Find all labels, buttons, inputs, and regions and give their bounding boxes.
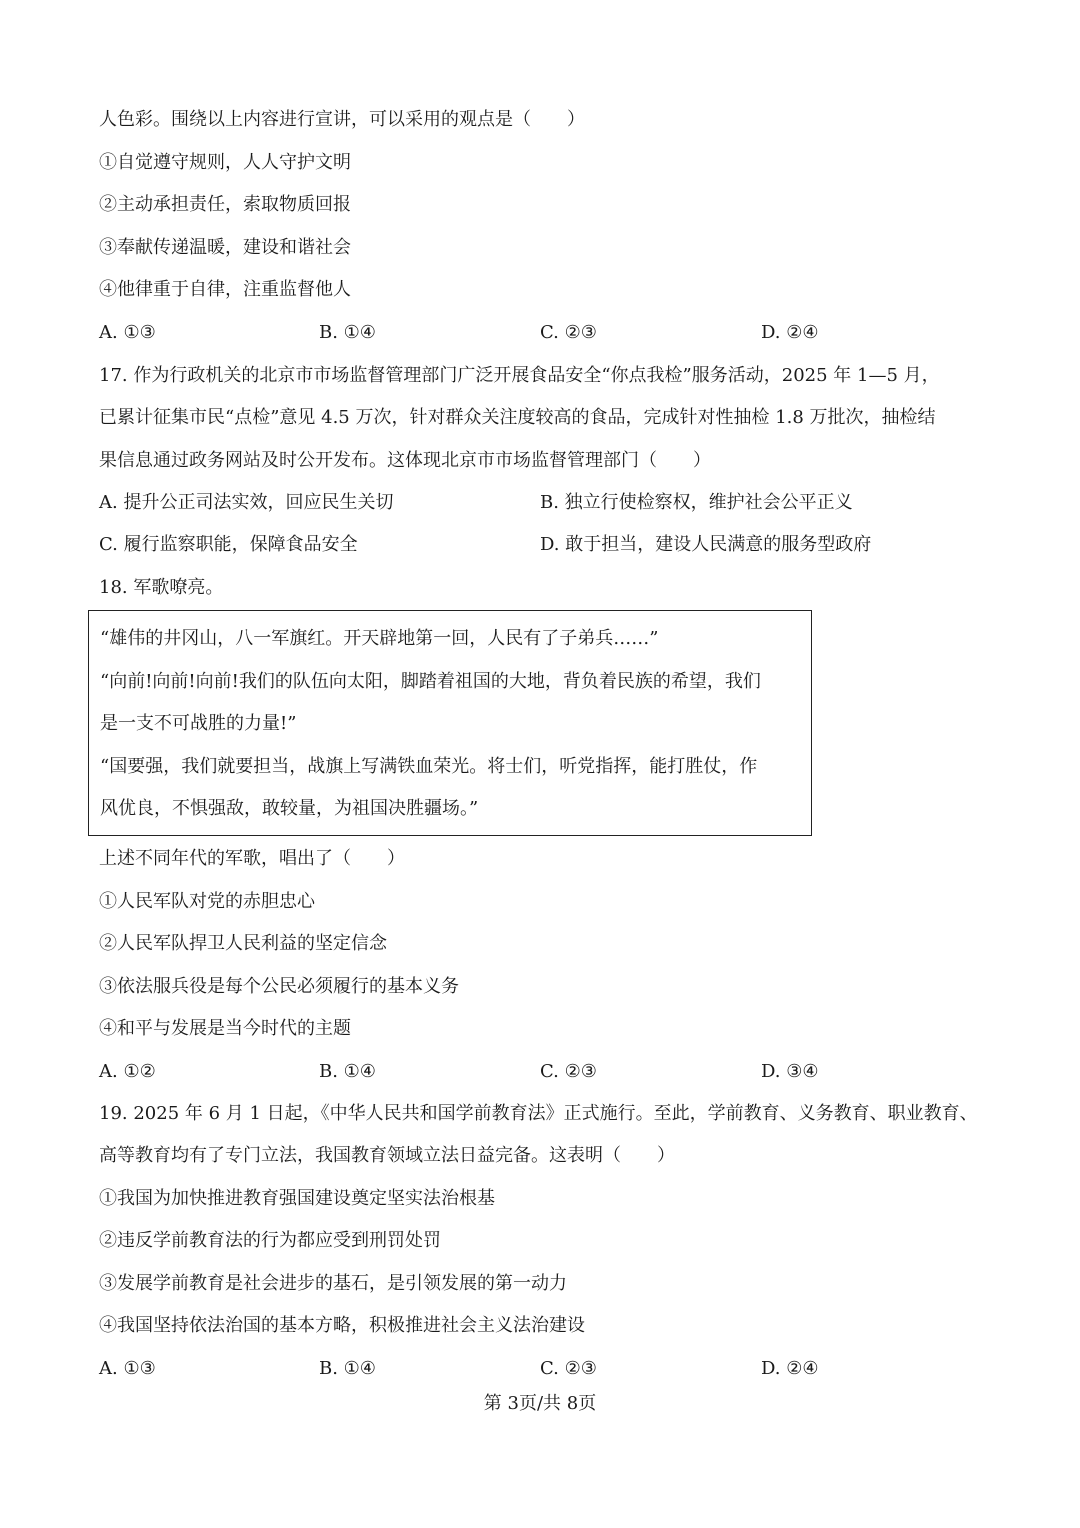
q19-statement-3: ③发展学前教育是社会进步的基石，是引领发展的第一动力 — [99, 1273, 567, 1294]
q19-option-d: D. ②④ — [761, 1358, 819, 1379]
q18-lyric-line-2: “向前!向前!向前!我们的队伍向太阳，脚踏着祖国的大地，背负着民族的希望，我们 — [100, 671, 761, 692]
q18-option-b: B. ①④ — [319, 1061, 376, 1082]
q17-stem-line-1: 17. 作为行政机关的北京市市场监督管理部门广泛开展食品安全“你点我检”服务活动，2025 年 1—5 月， — [99, 365, 940, 386]
q16-statement-2: ②主动承担责任，索取物质回报 — [99, 194, 351, 215]
q17-stem-line-3: 果信息通过政务网站及时公开发布。这体现北京市市场监督管理部门（ ） — [99, 450, 711, 471]
q19-stem-line-2: 高等教育均有了专门立法，我国教育领域立法日益完备。这表明（ ） — [99, 1145, 675, 1166]
q16-statement-1: ①自觉遵守规则，人人守护文明 — [99, 152, 351, 173]
q18-option-a: A. ①② — [99, 1061, 156, 1082]
q18-lyric-line-5: 风优良，不惧强敌，敢较量，为祖国决胜疆场。” — [100, 798, 479, 819]
q17-option-d: D. 敢于担当，建设人民满意的服务型政府 — [540, 534, 872, 555]
q17-option-c: C. 履行监察职能，保障食品安全 — [99, 534, 358, 555]
q18-lyric-line-1: “雄伟的井冈山，八一军旗红。开天辟地第一回，人民有了子弟兵……” — [100, 628, 659, 649]
q18-lyrics-box — [88, 610, 812, 836]
q18-statement-1: ①人民军队对党的赤胆忠心 — [99, 891, 315, 912]
q18-statement-4: ④和平与发展是当今时代的主题 — [99, 1018, 351, 1039]
q16-option-c: C. ②③ — [540, 322, 597, 343]
q19-option-a: A. ①③ — [99, 1358, 156, 1379]
q18-option-d: D. ③④ — [761, 1061, 819, 1082]
page-number-footer: 第 3页/共 8页 — [483, 1393, 597, 1414]
q18-question: 上述不同年代的军歌，唱出了（ ） — [99, 848, 405, 869]
q16-stem: 人色彩。围绕以上内容进行宣讲，可以采用的观点是（ ） — [99, 109, 585, 130]
q16-option-b: B. ①④ — [319, 322, 376, 343]
q18-title: 18. 军歌嘹亮。 — [99, 577, 224, 598]
q16-statement-4: ④他律重于自律，注重监督他人 — [99, 279, 351, 300]
q17-option-a: A. 提升公正司法实效，回应民生关切 — [99, 492, 394, 513]
q19-option-b: B. ①④ — [319, 1358, 376, 1379]
q19-statement-4: ④我国坚持依法治国的基本方略，积极推进社会主义法治建设 — [99, 1315, 585, 1336]
q19-statement-1: ①我国为加快推进教育强国建设奠定坚实法治根基 — [99, 1188, 495, 1209]
q18-lyric-line-3: 是一支不可战胜的力量!” — [100, 713, 297, 734]
q16-statement-3: ③奉献传递温暖，建设和谐社会 — [99, 237, 351, 258]
q19-stem-line-1: 19. 2025 年 6 月 1 日起，《中华人民共和国学前教育法》正式施行。至此，学前教育、义务教育、职业教育、 — [99, 1103, 978, 1124]
q19-option-c: C. ②③ — [540, 1358, 597, 1379]
q18-option-c: C. ②③ — [540, 1061, 597, 1082]
q18-lyric-line-4: “国要强，我们就要担当，战旗上写满铁血荣光。将士们，听党指挥，能打胜仗，作 — [100, 756, 758, 777]
q17-option-b: B. 独立行使检察权，维护社会公平正义 — [540, 492, 853, 513]
q17-stem-line-2: 已累计征集市民“点检”意见 4.5 万次，针对群众关注度较高的食品，完成针对性抽检 1.8 万批次，抽检结 — [99, 407, 936, 428]
q18-statement-2: ②人民军队捍卫人民利益的坚定信念 — [99, 933, 387, 954]
q16-option-d: D. ②④ — [761, 322, 819, 343]
q19-statement-2: ②违反学前教育法的行为都应受到刑罚处罚 — [99, 1230, 441, 1251]
q18-statement-3: ③依法服兵役是每个公民必须履行的基本义务 — [99, 976, 459, 997]
q16-option-a: A. ①③ — [99, 322, 156, 343]
